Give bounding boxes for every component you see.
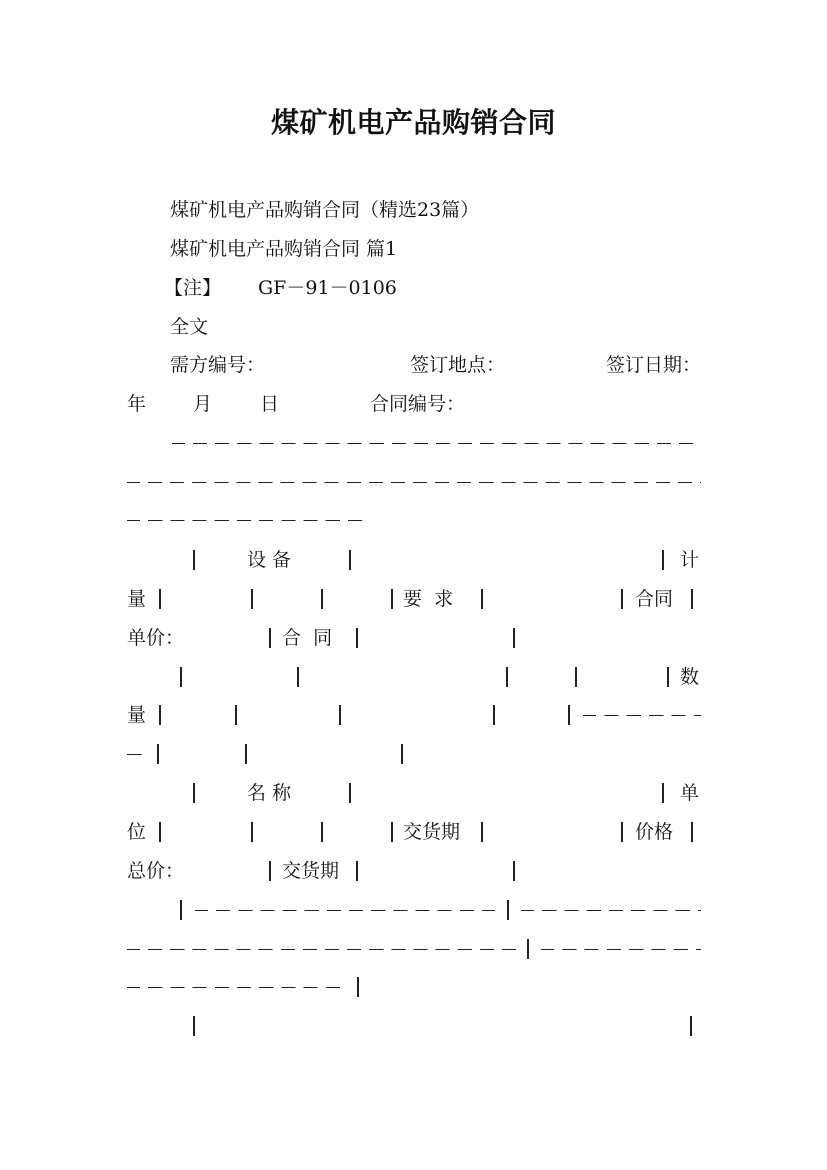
table-border [662,550,664,570]
table-border [691,589,693,609]
table-border [339,705,341,725]
table-border [349,550,351,570]
contract-number-label: 合同编号： [370,393,466,415]
line-table-row-13 [127,1012,701,1124]
table-border [481,822,483,842]
buyer-number-label: 需方编号： [170,354,266,376]
table-dash [127,987,347,988]
dash-rule-2 [127,482,701,483]
table-dash [195,910,495,911]
delivery-header: 交货期 [403,821,461,843]
line-date-fields [127,390,701,558]
table-border [245,744,247,764]
section-heading: 煤矿机电产品购销合同 篇1 [170,238,398,260]
table-border [621,822,623,842]
table-border [493,705,495,725]
signing-place-label: 签订地点： [410,354,506,376]
table-border [568,705,570,725]
table-border [349,783,351,803]
table-border [481,589,483,609]
table-border [193,1016,195,1036]
table-border [527,939,529,959]
table-border [235,705,237,725]
summary-text: 煤矿机电产品购销合同（精选23篇） [170,199,480,221]
table-border [251,589,253,609]
table-border [159,822,161,842]
table-border [391,822,393,842]
unit-header-part: 单 [680,782,700,804]
table-border [193,550,195,570]
table-border [401,744,403,764]
table-dash [127,949,517,950]
price-header: 价格 [635,821,674,843]
table-border [667,667,669,687]
quantity-header-part: 数 [680,666,700,688]
document-title: 煤矿机电产品购销合同 [270,106,556,139]
table-border [180,900,182,920]
table-border [159,589,161,609]
fulltext-label: 全文 [170,316,209,338]
note-label: 【注】 [164,277,222,299]
table-border [357,977,359,997]
dash-rule-1-line [172,443,701,444]
dash-rule-3 [127,520,367,521]
table-border [157,744,159,764]
table-border [513,861,515,881]
table-border [321,589,323,609]
unit-price-label: 单价： [127,627,185,649]
table-border [621,589,623,609]
table-border [506,667,508,687]
day-label: 日 [260,393,280,415]
measure-header-part: 量 [127,588,147,610]
contract-header: 合同 [635,588,674,610]
note-code: GF－91－0106 [258,277,397,299]
table-border [321,822,323,842]
equipment-header: 设 备 [247,549,292,571]
table-dash [521,910,701,911]
table-border [690,1016,692,1036]
table-border [507,900,509,920]
unit-header-part: 位 [127,821,147,843]
table-border [513,628,515,648]
table-border [159,705,161,725]
table-border [269,861,271,881]
table-dash [541,949,701,950]
contract-header-2: 合 同 [282,627,333,649]
table-dash [583,715,701,716]
table-border [251,822,253,842]
table-border [356,628,358,648]
table-border [575,667,577,687]
table-border [662,783,664,803]
table-border [691,822,693,842]
quantity-header-part: 量 [127,704,147,726]
signing-date-label: 签订日期： [606,354,702,376]
month-label: 月 [193,393,213,415]
requirements-header: 要 求 [403,588,454,610]
table-border [356,861,358,881]
name-header: 名 称 [247,782,292,804]
delivery-header-2: 交货期 [282,860,340,882]
table-border [297,667,299,687]
measure-header-part: 计 [680,549,700,571]
table-border [391,589,393,609]
total-price-label: 总价： [127,860,185,882]
table-border [180,667,182,687]
table-dash [127,754,147,755]
table-border [193,783,195,803]
year-label: 年 [127,393,147,415]
table-border [269,628,271,648]
